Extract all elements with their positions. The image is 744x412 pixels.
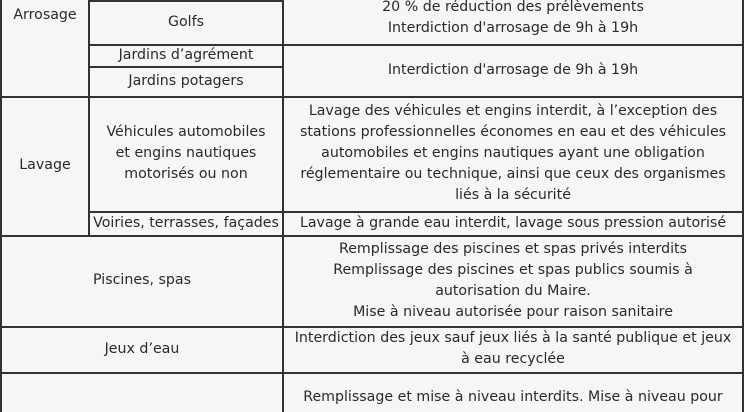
jeux-rule: Interdiction des jeux sauf jeux liés à la santé publique et jeux à eau recyclée [294,330,732,367]
jeux-label: Jeux d’eau [104,340,180,357]
golfs-rule: 20 % de réduction des prélèvements Interdiction d'arrosage de 9h à 19h [382,0,644,36]
last-row-rule: Remplissage et mise à niveau interdits. Mise à niveau pour [303,388,723,405]
piscines-label: Piscines, spas [93,272,191,288]
vehicules-label: Véhicules automobiles et engins nautiques motorisés ou non [106,124,266,182]
golfs-label: Golfs [167,13,204,30]
jardins-rule: Interdiction d'arrosage de 9h à 19h [387,61,639,78]
table-border [0,372,744,374]
category-lavage-label: Lavage [19,157,71,173]
voiries-rule: Lavage à grande eau interdit, lavage sous pression autorisé [299,214,727,231]
jardins-potagers-label: Jardins potagers [128,72,244,89]
category-arrosage [2,0,88,30]
table-border [742,0,744,412]
voiries-label: Voiries, terrasses, façades [93,214,279,231]
vehicules-rule: Lavage des véhicules et engins interdit, à l’exception des stations professionnelles économes en eau et des véhicules automobiles et engins nautiques ayant une obligation réglementaire ou technique, ainsi que ceux des organismes liés à la sécurité [299,103,727,203]
category-lavage [2,96,88,235]
piscines-rule: Remplissage des piscines et spas privés interdits Remplissage des piscines et spas publics soumis à autorisation du Maire. Mise à niveau autorisée pour raison sanitaire [333,240,693,320]
category-arrosage-label: Arrosage [13,6,77,23]
jardins-agrement-label: Jardins d’agrément [118,46,254,63]
